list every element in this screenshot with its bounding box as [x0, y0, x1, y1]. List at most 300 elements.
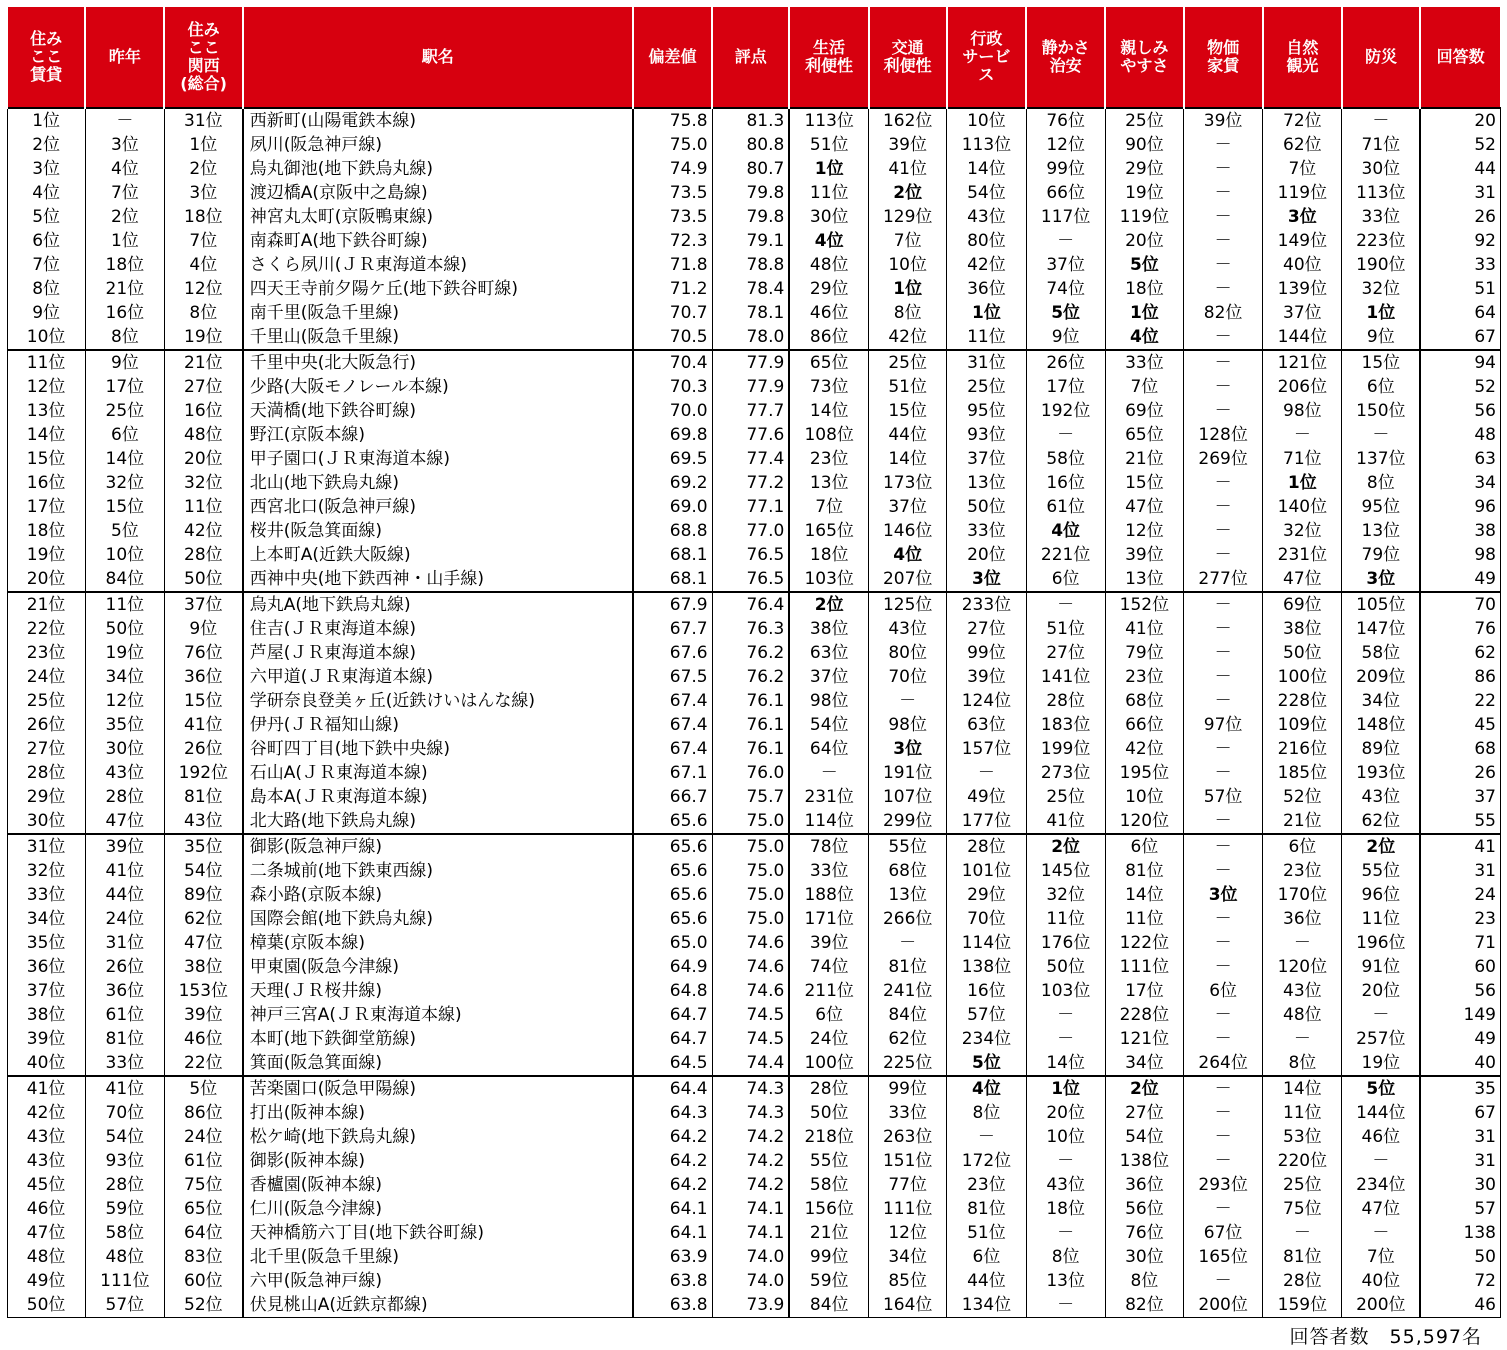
response-count-cell: 46 — [1420, 1293, 1500, 1318]
table-row — [7, 641, 1501, 665]
rank-cell: 8位 — [7, 277, 85, 301]
admin-service-cell: 31位 — [947, 350, 1026, 375]
last-year-cell: 44位 — [85, 883, 164, 907]
deviation-cell: 65.6 — [633, 834, 712, 859]
admin-service-cell: 11位 — [947, 325, 1026, 350]
kansai-rank-cell: 11位 — [164, 495, 242, 519]
price-rent-cell: － — [1184, 641, 1263, 665]
friendliness-cell: 120位 — [1105, 809, 1183, 834]
score-cell: 76.1 — [712, 737, 789, 761]
table-row — [7, 277, 1501, 301]
quiet-safety-cell: 18位 — [1026, 1197, 1105, 1221]
life-convenience-cell: 14位 — [789, 399, 868, 423]
disaster-prevention-cell: 150位 — [1342, 399, 1420, 423]
admin-service-cell: 13位 — [947, 471, 1026, 495]
score-cell: 74.3 — [712, 1076, 789, 1101]
friendliness-cell: 122位 — [1105, 931, 1183, 955]
friendliness-cell: 13位 — [1105, 567, 1183, 592]
kansai-rank-cell: 1位 — [164, 133, 242, 157]
disaster-prevention-cell: 193位 — [1342, 761, 1420, 785]
friendliness-cell: 36位 — [1105, 1173, 1183, 1197]
nature-sightseeing-cell: 231位 — [1263, 543, 1342, 567]
price-rent-cell: 39位 — [1184, 108, 1263, 133]
table-row — [7, 1221, 1501, 1245]
station-name-cell: 打出(阪神本線) — [243, 1101, 633, 1125]
admin-service-cell: 4位 — [947, 1076, 1026, 1101]
quiet-safety-cell: － — [1026, 1293, 1105, 1318]
rank-cell: 29位 — [7, 785, 85, 809]
disaster-prevention-cell: 209位 — [1342, 665, 1420, 689]
response-count-cell: 149 — [1420, 1003, 1500, 1027]
nature-sightseeing-cell: 220位 — [1263, 1149, 1342, 1173]
admin-service-cell: － — [947, 761, 1026, 785]
rank-cell: 6位 — [7, 229, 85, 253]
friendliness-cell: 66位 — [1105, 713, 1183, 737]
admin-service-cell: 10位 — [947, 108, 1026, 133]
price-rent-cell: － — [1184, 1003, 1263, 1027]
kansai-rank-cell: 48位 — [164, 423, 242, 447]
response-count-cell: 86 — [1420, 665, 1500, 689]
station-name-cell: 上本町A(近鉄大阪線) — [243, 543, 633, 567]
response-count-cell: 22 — [1420, 689, 1500, 713]
station-name-cell: 仁川(阪急今津線) — [243, 1197, 633, 1221]
last-year-cell: 43位 — [85, 761, 164, 785]
station-name-cell: 樟葉(京阪本線) — [243, 931, 633, 955]
transport-cell: 98位 — [869, 713, 947, 737]
station-name-cell: 神宮丸太町(京阪鴨東線) — [243, 205, 633, 229]
friendliness-cell: 42位 — [1105, 737, 1183, 761]
life-convenience-cell: 78位 — [789, 834, 868, 859]
deviation-cell: 66.7 — [633, 785, 712, 809]
disaster-prevention-cell: － — [1342, 1149, 1420, 1173]
station-name-cell: 島本A(ＪＲ東海道本線) — [243, 785, 633, 809]
station-name-cell: 烏丸A(地下鉄烏丸線) — [243, 592, 633, 617]
response-count-cell: 37 — [1420, 785, 1500, 809]
header-cell: 評点 — [712, 7, 789, 109]
deviation-cell: 71.2 — [633, 277, 712, 301]
admin-service-cell: 6位 — [947, 1245, 1026, 1269]
kansai-rank-cell: 31位 — [164, 108, 242, 133]
last-year-cell: 16位 — [85, 301, 164, 325]
life-convenience-cell: 108位 — [789, 423, 868, 447]
admin-service-cell: 8位 — [947, 1101, 1026, 1125]
header-cell: 住み ここ 賃貸 — [7, 7, 85, 109]
disaster-prevention-cell: 71位 — [1342, 133, 1420, 157]
price-rent-cell: － — [1184, 325, 1263, 350]
price-rent-cell: － — [1184, 1076, 1263, 1101]
nature-sightseeing-cell: 23位 — [1263, 859, 1342, 883]
deviation-cell: 65.6 — [633, 883, 712, 907]
score-cell: 79.1 — [712, 229, 789, 253]
kansai-rank-cell: 61位 — [164, 1149, 242, 1173]
rank-cell: 41位 — [7, 1076, 85, 1101]
rank-cell: 43位 — [7, 1125, 85, 1149]
station-name-cell: さくら夙川(ＪＲ東海道本線) — [243, 253, 633, 277]
disaster-prevention-cell: 19位 — [1342, 1051, 1420, 1076]
transport-cell: 12位 — [869, 1221, 947, 1245]
table-row — [7, 1245, 1501, 1269]
admin-service-cell: 43位 — [947, 205, 1026, 229]
disaster-prevention-cell: 257位 — [1342, 1027, 1420, 1051]
life-convenience-cell: 28位 — [789, 1076, 868, 1101]
rank-cell: 25位 — [7, 689, 85, 713]
last-year-cell: 84位 — [85, 567, 164, 592]
life-convenience-cell: 21位 — [789, 1221, 868, 1245]
station-name-cell: 四天王寺前夕陽ケ丘(地下鉄谷町線) — [243, 277, 633, 301]
friendliness-cell: 111位 — [1105, 955, 1183, 979]
rank-cell: 11位 — [7, 350, 85, 375]
transport-cell: 70位 — [869, 665, 947, 689]
score-cell: 80.7 — [712, 157, 789, 181]
header-cell: 防災 — [1342, 7, 1420, 109]
response-count-cell: 38 — [1420, 519, 1500, 543]
admin-service-cell: 70位 — [947, 907, 1026, 931]
transport-cell: 2位 — [869, 181, 947, 205]
kansai-rank-cell: 47位 — [164, 931, 242, 955]
admin-service-cell: 33位 — [947, 519, 1026, 543]
station-name-cell: 西新町(山陽電鉄本線) — [243, 108, 633, 133]
score-cell: 77.7 — [712, 399, 789, 423]
friendliness-cell: 69位 — [1105, 399, 1183, 423]
table-row — [7, 1125, 1501, 1149]
disaster-prevention-cell: 91位 — [1342, 955, 1420, 979]
response-count-cell: 56 — [1420, 979, 1500, 1003]
table-row — [7, 592, 1501, 617]
response-count-cell: 92 — [1420, 229, 1500, 253]
quiet-safety-cell: － — [1026, 1221, 1105, 1245]
last-year-cell: 25位 — [85, 399, 164, 423]
last-year-cell: 3位 — [85, 133, 164, 157]
kansai-rank-cell: 5位 — [164, 1076, 242, 1101]
station-name-cell: 千里山(阪急千里線) — [243, 325, 633, 350]
price-rent-cell: － — [1184, 399, 1263, 423]
score-cell: 77.9 — [712, 375, 789, 399]
disaster-prevention-cell: 6位 — [1342, 375, 1420, 399]
kansai-rank-cell: 24位 — [164, 1125, 242, 1149]
friendliness-cell: 68位 — [1105, 689, 1183, 713]
station-name-cell: 箕面(阪急箕面線) — [243, 1051, 633, 1076]
rank-cell: 45位 — [7, 1173, 85, 1197]
response-count-cell: 94 — [1420, 350, 1500, 375]
life-convenience-cell: 218位 — [789, 1125, 868, 1149]
friendliness-cell: 90位 — [1105, 133, 1183, 157]
station-name-cell: 住吉(ＪＲ東海道本線) — [243, 617, 633, 641]
deviation-cell: 64.1 — [633, 1197, 712, 1221]
friendliness-cell: 8位 — [1105, 1269, 1183, 1293]
price-rent-cell: － — [1184, 181, 1263, 205]
admin-service-cell: 50位 — [947, 495, 1026, 519]
life-convenience-cell: 18位 — [789, 543, 868, 567]
station-name-cell: 御影(阪急神戸線) — [243, 834, 633, 859]
nature-sightseeing-cell: 48位 — [1263, 1003, 1342, 1027]
deviation-cell: 74.9 — [633, 157, 712, 181]
response-count-cell: 60 — [1420, 955, 1500, 979]
quiet-safety-cell: 4位 — [1026, 519, 1105, 543]
life-convenience-cell: 13位 — [789, 471, 868, 495]
nature-sightseeing-cell: 62位 — [1263, 133, 1342, 157]
friendliness-cell: 4位 — [1105, 325, 1183, 350]
friendliness-cell: 14位 — [1105, 883, 1183, 907]
quiet-safety-cell: 76位 — [1026, 108, 1105, 133]
last-year-cell: 31位 — [85, 931, 164, 955]
nature-sightseeing-cell: 69位 — [1263, 592, 1342, 617]
friendliness-cell: 195位 — [1105, 761, 1183, 785]
score-cell: 75.7 — [712, 785, 789, 809]
life-convenience-cell: 48位 — [789, 253, 868, 277]
deviation-cell: 63.8 — [633, 1269, 712, 1293]
friendliness-cell: 10位 — [1105, 785, 1183, 809]
rank-cell: 22位 — [7, 617, 85, 641]
rank-cell: 34位 — [7, 907, 85, 931]
station-name-cell: 北山(地下鉄烏丸線) — [243, 471, 633, 495]
rank-cell: 27位 — [7, 737, 85, 761]
rank-cell: 50位 — [7, 1293, 85, 1318]
nature-sightseeing-cell: 6位 — [1263, 834, 1342, 859]
score-cell: 74.1 — [712, 1197, 789, 1221]
disaster-prevention-cell: 5位 — [1342, 1076, 1420, 1101]
friendliness-cell: 228位 — [1105, 1003, 1183, 1027]
transport-cell: － — [869, 689, 947, 713]
price-rent-cell: － — [1184, 205, 1263, 229]
response-count-cell: 72 — [1420, 1269, 1500, 1293]
deviation-cell: 67.9 — [633, 592, 712, 617]
price-rent-cell: 6位 — [1184, 979, 1263, 1003]
transport-cell: 81位 — [869, 955, 947, 979]
score-cell: 81.3 — [712, 108, 789, 133]
response-count-cell: 96 — [1420, 495, 1500, 519]
transport-cell: 7位 — [869, 229, 947, 253]
table-row — [7, 1051, 1501, 1076]
friendliness-cell: 121位 — [1105, 1027, 1183, 1051]
kansai-rank-cell: 8位 — [164, 301, 242, 325]
station-name-cell: 千里中央(北大阪急行) — [243, 350, 633, 375]
table-row — [7, 1197, 1501, 1221]
response-count-cell: 76 — [1420, 617, 1500, 641]
score-cell: 76.2 — [712, 641, 789, 665]
life-convenience-cell: 6位 — [789, 1003, 868, 1027]
station-name-cell: 野江(京阪本線) — [243, 423, 633, 447]
price-rent-cell: 277位 — [1184, 567, 1263, 592]
score-cell: 74.1 — [712, 1221, 789, 1245]
life-convenience-cell: 99位 — [789, 1245, 868, 1269]
price-rent-cell: － — [1184, 955, 1263, 979]
table-row — [7, 350, 1501, 375]
last-year-cell: 34位 — [85, 665, 164, 689]
quiet-safety-cell: 14位 — [1026, 1051, 1105, 1076]
friendliness-cell: 25位 — [1105, 108, 1183, 133]
header-cell: 昨年 — [85, 7, 164, 109]
friendliness-cell: 17位 — [1105, 979, 1183, 1003]
deviation-cell: 64.7 — [633, 1027, 712, 1051]
deviation-cell: 68.1 — [633, 543, 712, 567]
response-count-cell: 31 — [1420, 859, 1500, 883]
disaster-prevention-cell: 105位 — [1342, 592, 1420, 617]
friendliness-cell: 119位 — [1105, 205, 1183, 229]
table-row — [7, 519, 1501, 543]
rank-cell: 48位 — [7, 1245, 85, 1269]
disaster-prevention-cell: 13位 — [1342, 519, 1420, 543]
kansai-rank-cell: 64位 — [164, 1221, 242, 1245]
station-name-cell: 学研奈良登美ヶ丘(近鉄けいはんな線) — [243, 689, 633, 713]
admin-service-cell: 138位 — [947, 955, 1026, 979]
quiet-safety-cell: 1位 — [1026, 1076, 1105, 1101]
admin-service-cell: 27位 — [947, 617, 1026, 641]
score-cell: 77.1 — [712, 495, 789, 519]
last-year-cell: 39位 — [85, 834, 164, 859]
table-row — [7, 157, 1501, 181]
transport-cell: 8位 — [869, 301, 947, 325]
table-row — [7, 301, 1501, 325]
table-row — [7, 834, 1501, 859]
admin-service-cell: 28位 — [947, 834, 1026, 859]
quiet-safety-cell: 37位 — [1026, 253, 1105, 277]
quiet-safety-cell: 99位 — [1026, 157, 1105, 181]
transport-cell: 225位 — [869, 1051, 947, 1076]
deviation-cell: 64.2 — [633, 1125, 712, 1149]
response-count-cell: 51 — [1420, 277, 1500, 301]
nature-sightseeing-cell: 11位 — [1263, 1101, 1342, 1125]
transport-cell: 39位 — [869, 133, 947, 157]
life-convenience-cell: － — [789, 761, 868, 785]
nature-sightseeing-cell: 140位 — [1263, 495, 1342, 519]
deviation-cell: 64.1 — [633, 1221, 712, 1245]
table-row — [7, 423, 1501, 447]
header-cell: 親しみ やすさ — [1105, 7, 1183, 109]
admin-service-cell: － — [947, 1125, 1026, 1149]
transport-cell: 173位 — [869, 471, 947, 495]
deviation-cell: 65.6 — [633, 809, 712, 834]
station-name-cell: 伏見桃山A(近鉄京都線) — [243, 1293, 633, 1318]
deviation-cell: 75.0 — [633, 133, 712, 157]
life-convenience-cell: 171位 — [789, 907, 868, 931]
nature-sightseeing-cell: 144位 — [1263, 325, 1342, 350]
response-count-cell: 71 — [1420, 931, 1500, 955]
rank-cell: 21位 — [7, 592, 85, 617]
transport-cell: 41位 — [869, 157, 947, 181]
last-year-cell: 50位 — [85, 617, 164, 641]
admin-service-cell: 63位 — [947, 713, 1026, 737]
header-cell: 交通 利便性 — [869, 7, 947, 109]
disaster-prevention-cell: － — [1342, 423, 1420, 447]
kansai-rank-cell: 36位 — [164, 665, 242, 689]
deviation-cell: 70.5 — [633, 325, 712, 350]
score-cell: 76.4 — [712, 592, 789, 617]
rank-cell: 15位 — [7, 447, 85, 471]
transport-cell: 263位 — [869, 1125, 947, 1149]
price-rent-cell: － — [1184, 1197, 1263, 1221]
price-rent-cell: － — [1184, 375, 1263, 399]
rank-cell: 43位 — [7, 1149, 85, 1173]
score-cell: 78.8 — [712, 253, 789, 277]
price-rent-cell: 3位 — [1184, 883, 1263, 907]
score-cell: 78.1 — [712, 301, 789, 325]
admin-service-cell: 113位 — [947, 133, 1026, 157]
quiet-safety-cell: 74位 — [1026, 277, 1105, 301]
friendliness-cell: 65位 — [1105, 423, 1183, 447]
last-year-cell: 111位 — [85, 1269, 164, 1293]
disaster-prevention-cell: 62位 — [1342, 809, 1420, 834]
rank-cell: 37位 — [7, 979, 85, 1003]
friendliness-cell: 29位 — [1105, 157, 1183, 181]
disaster-prevention-cell: 95位 — [1342, 495, 1420, 519]
quiet-safety-cell: 5位 — [1026, 301, 1105, 325]
response-count-cell: 41 — [1420, 834, 1500, 859]
transport-cell: 162位 — [869, 108, 947, 133]
admin-service-cell: 20位 — [947, 543, 1026, 567]
quiet-safety-cell: 9位 — [1026, 325, 1105, 350]
nature-sightseeing-cell: 121位 — [1263, 350, 1342, 375]
disaster-prevention-cell: 144位 — [1342, 1101, 1420, 1125]
table-row — [7, 665, 1501, 689]
disaster-prevention-cell: 89位 — [1342, 737, 1420, 761]
kansai-rank-cell: 81位 — [164, 785, 242, 809]
table-row — [7, 229, 1501, 253]
deviation-cell: 75.8 — [633, 108, 712, 133]
quiet-safety-cell: 27位 — [1026, 641, 1105, 665]
transport-cell: 84位 — [869, 1003, 947, 1027]
rank-cell: 28位 — [7, 761, 85, 785]
table-row — [7, 883, 1501, 907]
nature-sightseeing-cell: 32位 — [1263, 519, 1342, 543]
life-convenience-cell: 59位 — [789, 1269, 868, 1293]
deviation-cell: 63.9 — [633, 1245, 712, 1269]
admin-service-cell: 234位 — [947, 1027, 1026, 1051]
last-year-cell: 26位 — [85, 955, 164, 979]
deviation-cell: 73.5 — [633, 181, 712, 205]
response-count-cell: 48 — [1420, 423, 1500, 447]
life-convenience-cell: 74位 — [789, 955, 868, 979]
table-row — [7, 108, 1501, 133]
disaster-prevention-cell: 147位 — [1342, 617, 1420, 641]
header-cell: 行政 サービ ス — [947, 7, 1026, 109]
quiet-safety-cell: 12位 — [1026, 133, 1105, 157]
transport-cell: 1位 — [869, 277, 947, 301]
response-count-cell: 70 — [1420, 592, 1500, 617]
nature-sightseeing-cell: 109位 — [1263, 713, 1342, 737]
life-convenience-cell: 98位 — [789, 689, 868, 713]
table-row — [7, 205, 1501, 229]
last-year-cell: 28位 — [85, 1173, 164, 1197]
disaster-prevention-cell: － — [1342, 1221, 1420, 1245]
deviation-cell: 67.4 — [633, 689, 712, 713]
response-count-cell: 68 — [1420, 737, 1500, 761]
price-rent-cell: 128位 — [1184, 423, 1263, 447]
score-cell: 74.3 — [712, 1101, 789, 1125]
nature-sightseeing-cell: 159位 — [1263, 1293, 1342, 1318]
admin-service-cell: 1位 — [947, 301, 1026, 325]
score-cell: 77.9 — [712, 350, 789, 375]
station-name-cell: 少路(大阪モノレール本線) — [243, 375, 633, 399]
quiet-safety-cell: － — [1026, 1149, 1105, 1173]
header-cell: 静かさ 治安 — [1026, 7, 1105, 109]
header-cell: 回答数 — [1420, 7, 1500, 109]
last-year-cell: 24位 — [85, 907, 164, 931]
deviation-cell: 64.8 — [633, 979, 712, 1003]
last-year-cell: 41位 — [85, 1076, 164, 1101]
score-cell: 75.0 — [712, 809, 789, 834]
friendliness-cell: 39位 — [1105, 543, 1183, 567]
disaster-prevention-cell: 11位 — [1342, 907, 1420, 931]
rank-cell: 38位 — [7, 1003, 85, 1027]
life-convenience-cell: 55位 — [789, 1149, 868, 1173]
header-cell: 偏差値 — [633, 7, 712, 109]
disaster-prevention-cell: 58位 — [1342, 641, 1420, 665]
disaster-prevention-cell: 196位 — [1342, 931, 1420, 955]
transport-cell: 55位 — [869, 834, 947, 859]
table-row — [7, 181, 1501, 205]
admin-service-cell: 51位 — [947, 1221, 1026, 1245]
transport-cell: 107位 — [869, 785, 947, 809]
